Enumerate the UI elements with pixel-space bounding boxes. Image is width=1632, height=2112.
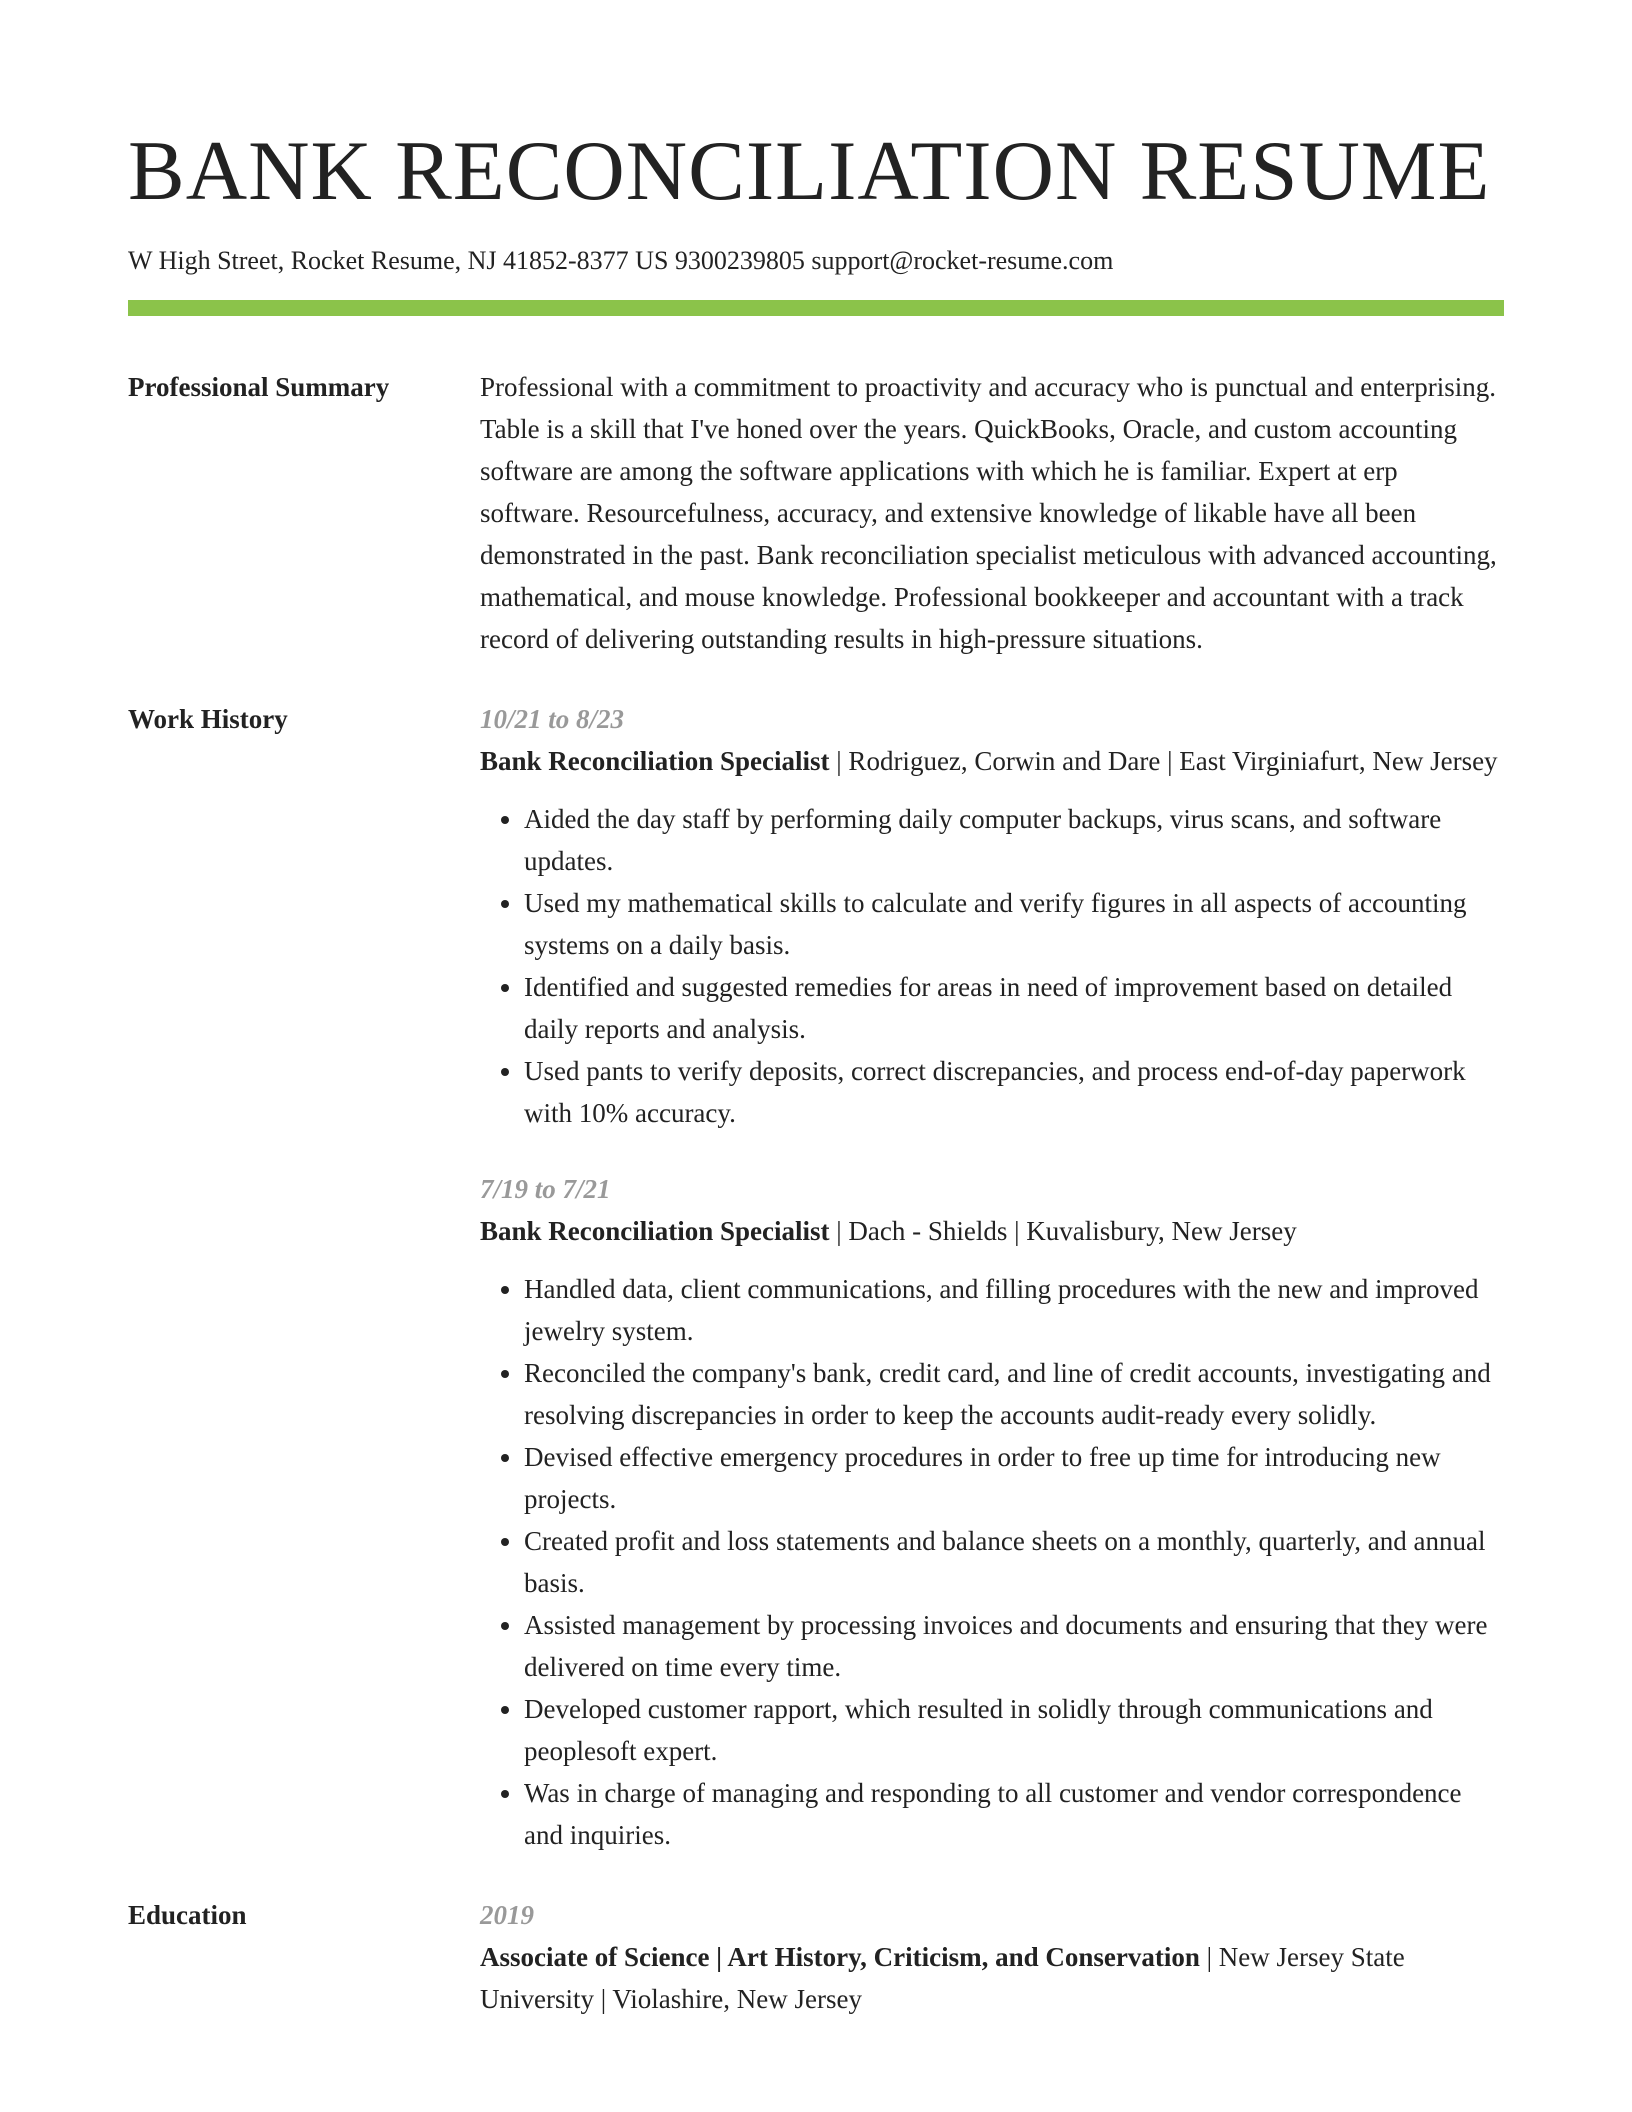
education-body: [480, 1894, 1504, 2020]
work-history-body: [480, 698, 1504, 1856]
job-bullet: • Used pants to verify deposits, correct discrepancies, and process end-of-day paperwork with 10% accuracy.: [524, 1050, 1504, 1134]
job-bullet: • Identified and suggested remedies for areas in need of improvement based on detailed daily reports and analysis.: [524, 966, 1504, 1050]
section-label-education: Education: [128, 1900, 247, 1930]
accent-divider: [128, 300, 1504, 316]
section-label-work: Work History: [128, 704, 288, 734]
education-section: [128, 1894, 1504, 2020]
job-bullet-list: [480, 1268, 1504, 1856]
job-bullet-list: [480, 798, 1504, 1134]
summary-body: [480, 366, 1504, 660]
section-label-summary: Professional Summary: [128, 372, 390, 402]
job-bullet: • Assisted management by processing invoices and documents and ensuring that they were delivered on time every time.: [524, 1604, 1504, 1688]
contact-line: W High Street, Rocket Resume, NJ 41852-8377 US 9300239805 support@rocket-resume.com: [128, 246, 1114, 275]
job-bullet: • Used my mathematical skills to calculate and verify figures in all aspects of accounting systems on a daily basis.: [524, 882, 1504, 966]
education-school-location: | New Jersey State University | Violashire, New Jersey: [480, 1942, 1405, 2014]
job-heading: [480, 1210, 1504, 1252]
education-year: 2019: [480, 1900, 534, 1930]
job-employer-location: | Rodriguez, Corwin and Dare | East Virginiafurt, New Jersey: [829, 746, 1498, 776]
resume-title: BANK RECONCILIATION RESUME: [128, 124, 1491, 218]
job-bullet: • Devised effective emergency procedures in order to free up time for introducing new projects.: [524, 1436, 1504, 1520]
job-bullet: • Was in charge of managing and responding to all customer and vendor correspondence and inquiries.: [524, 1772, 1504, 1856]
job-employer-location: | Dach - Shields | Kuvalisbury, New Jersey: [829, 1216, 1297, 1246]
job-entry: [480, 1168, 1504, 1856]
job-bullet: • Reconciled the company's bank, credit card, and line of credit accounts, investigating and resolving discrepancies in order to keep the accounts audit-ready every solidly.: [524, 1352, 1504, 1436]
summary-text: Professional with a commitment to proactivity and accuracy who is punctual and enterprising. Table is a skill that I've honed over the years. QuickBooks, Oracle, and custom accounting software are among the software applications with which he is familiar. Expert at erp software. Resourcefulness, accuracy, and extensive knowledge of likable have all been demonstrated in the past. Bank reconciliation specialist meticulous with advanced accounting, mathematical, and mouse knowledge. Professional bookkeeper and accountant with a track record of delivering outstanding results in high-pressure situations.: [480, 372, 1497, 654]
professional-summary-section: [128, 366, 1504, 660]
job-bullet: • Aided the day staff by performing daily computer backups, virus scans, and software updates.: [524, 798, 1504, 882]
job-dates: 10/21 to 8/23: [480, 704, 625, 734]
job-bullet: • Created profit and loss statements and balance sheets on a monthly, quarterly, and annual basis.: [524, 1520, 1504, 1604]
education-degree: Associate of Science | Art History, Criticism, and Conservation: [480, 1942, 1200, 1972]
job-bullet: • Developed customer rapport, which resulted in solidly through communications and peoplesoft expert.: [524, 1688, 1504, 1772]
job-title: Bank Reconciliation Specialist: [480, 746, 830, 776]
job-title: Bank Reconciliation Specialist: [480, 1216, 830, 1246]
job-bullet: • Handled data, client communications, and filling procedures with the new and improved jewelry system.: [524, 1268, 1504, 1352]
job-heading: [480, 740, 1504, 782]
job-entry: [480, 698, 1504, 1134]
work-history-section: [128, 698, 1504, 1856]
education-heading: [480, 1936, 1504, 2020]
job-dates: 7/19 to 7/21: [480, 1174, 611, 1204]
